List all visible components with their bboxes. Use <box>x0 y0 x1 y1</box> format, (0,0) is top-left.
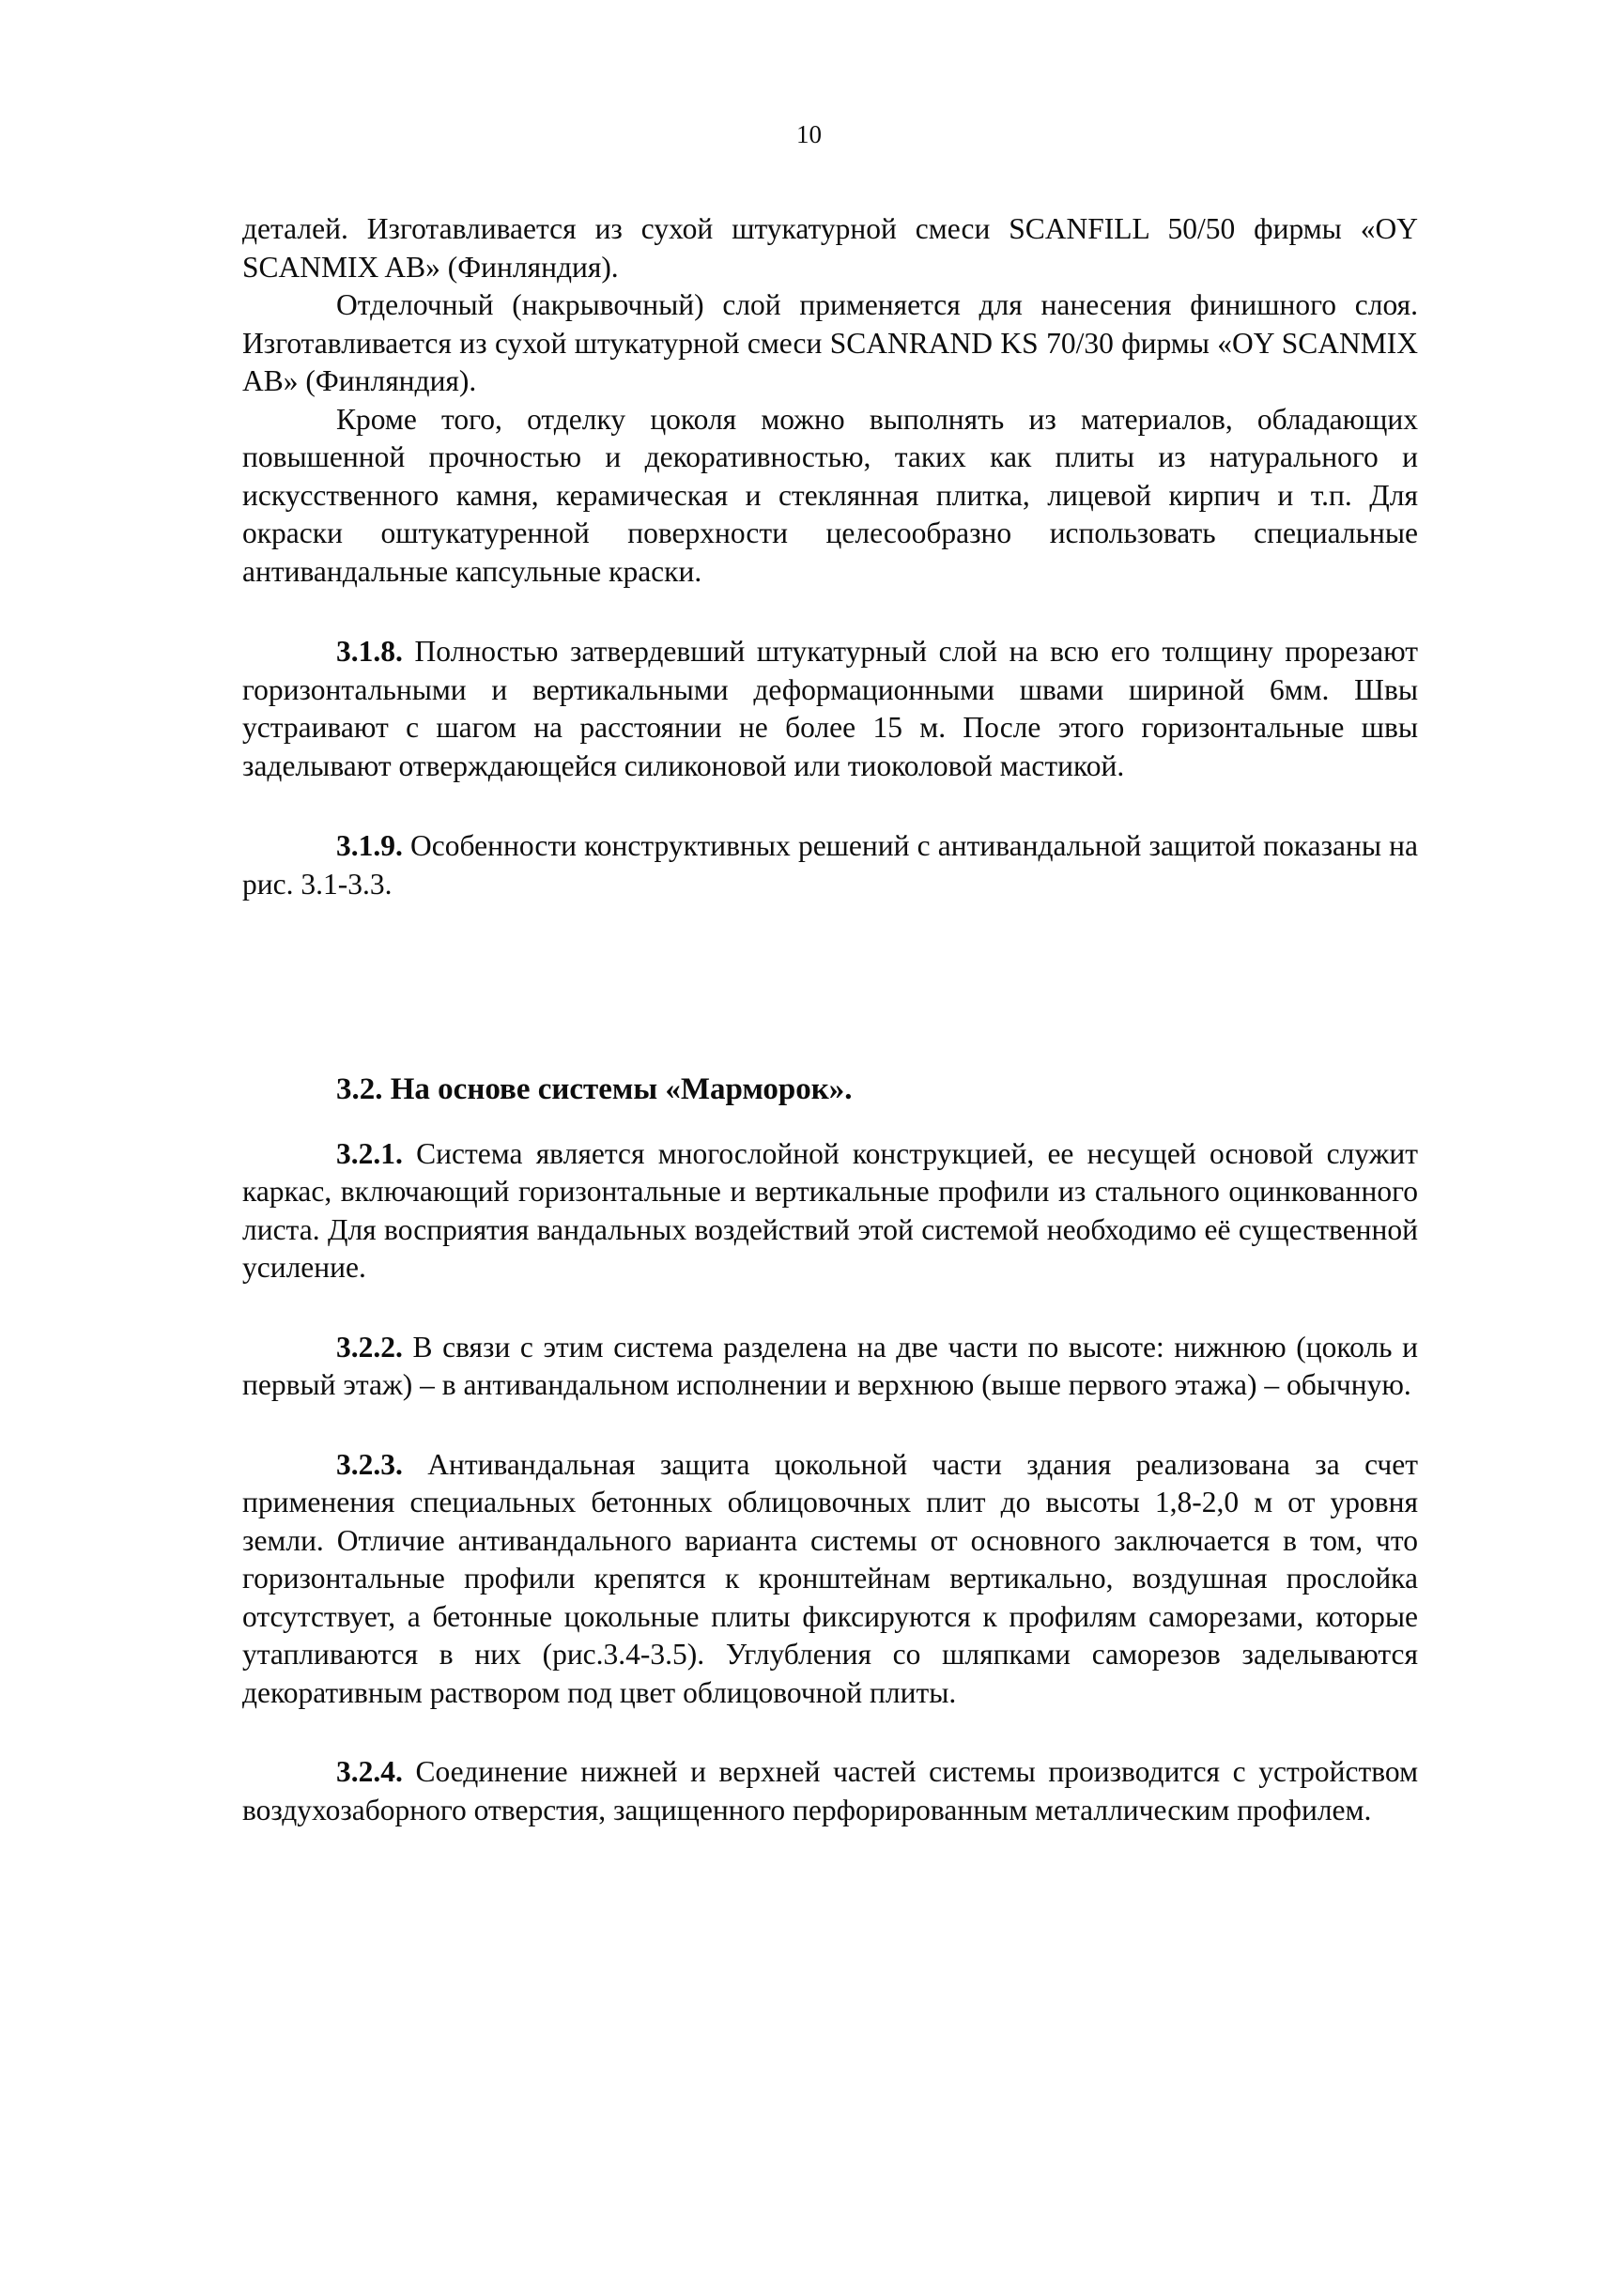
clause-text: Антивандальная защита цокольной части здания реализована за счет применения специальных бетонных облицовочных плит до высоты 1,8-2,0 м от уровня земли. Отличие антивандального варианта системы от основного заключается в том, что горизонтальные профили крепятся к кронштейнам вертикально, воздушная прослойка отсутствует, а бетонные цокольные плиты фиксируются к профилям саморезами, которые утапливаются в них (рис.3.4-3.5). Углубления со шляпками саморезов заделываются декоративным раствором под цвет облицовочной плиты. <box>242 1447 1419 1709</box>
clause-text: Система является многослойной конструкцией, ее несущей основой служит каркас, включающий горизонтальные и вертикальные профили из стального оцинкованного листа. Для восприятия вандальных воздействий этой системой необходимо её существенной усиление. <box>242 1136 1419 1284</box>
clause-text: Соединение нижней и верхней частей системы производится с устройством воздухозаборного отверстия, защищенного перфорированным металлическим профилем. <box>242 1755 1419 1826</box>
document-body <box>242 210 1418 1829</box>
clause-number: 3.2.2. <box>336 1330 403 1364</box>
section-heading-3-2: 3.2. На основе системы «Марморок». <box>336 1072 853 1106</box>
clause-number: 3.2.4. <box>336 1755 403 1788</box>
paragraph-plinth-finish: Кроме того, отделку цоколя можно выполнять из материалов, обладающих повышенной прочностью и декоративностью, таких как плиты из натурального и искусственного камня, керамическая и стеклянная плитка, лицевой кирпич и т.п. Для окраски оштукатуренной поверхности целесообразно использовать специальные антивандальные капсульные краски. <box>242 402 1418 588</box>
clause-number: 3.1.8. <box>336 635 403 668</box>
clause-3-2-1 <box>242 1135 1418 1287</box>
clause-3-2-2 <box>242 1329 1418 1405</box>
clause-3-1-8 <box>242 633 1418 785</box>
clause-text: Полностью затвердевший штукатурный слой на всю его толщину прорезают горизонтальными и вертикальными деформационными швами шириной 6мм. Швы устраивают с шагом на расстоянии не более 15 м. После этого горизонтальные швы заделывают отверждающейся силиконовой или тиоколовой мастикой. <box>242 635 1418 782</box>
clause-number: 3.2.3. <box>336 1447 403 1481</box>
clause-text: В связи с этим система разделена на две части по высоте: нижнюю (цоколь и первый этаж) – в антивандальном исполнении и верхнюю (выше первого этажа) – обычную. <box>242 1330 1418 1401</box>
clause-3-2-4 <box>242 1753 1418 1829</box>
paragraph-finish-layer: Отделочный (накрывочный) слой применяется для нанесения финишного слоя. Изготавливается из сухой штукатурной смеси SCANRAND KS 70/30 фирмы «OY SCANMIX AB» (Финляндия). <box>242 288 1418 397</box>
paragraph-continuation: деталей. Изготавливается из сухой штукатурной смеси SCANFILL 50/50 фирмы «OY SCANMIX AB» (Финляндия). <box>242 212 1418 284</box>
clause-3-1-9 <box>242 827 1418 903</box>
clause-3-2-3 <box>242 1446 1418 1713</box>
clause-number: 3.2.1. <box>336 1136 403 1170</box>
clause-number: 3.1.9. <box>336 829 403 862</box>
page-number: 10 <box>796 120 822 148</box>
clause-text: Особенности конструктивных решений с антивандальной защитой показаны на рис. 3.1-3.3. <box>242 829 1419 901</box>
